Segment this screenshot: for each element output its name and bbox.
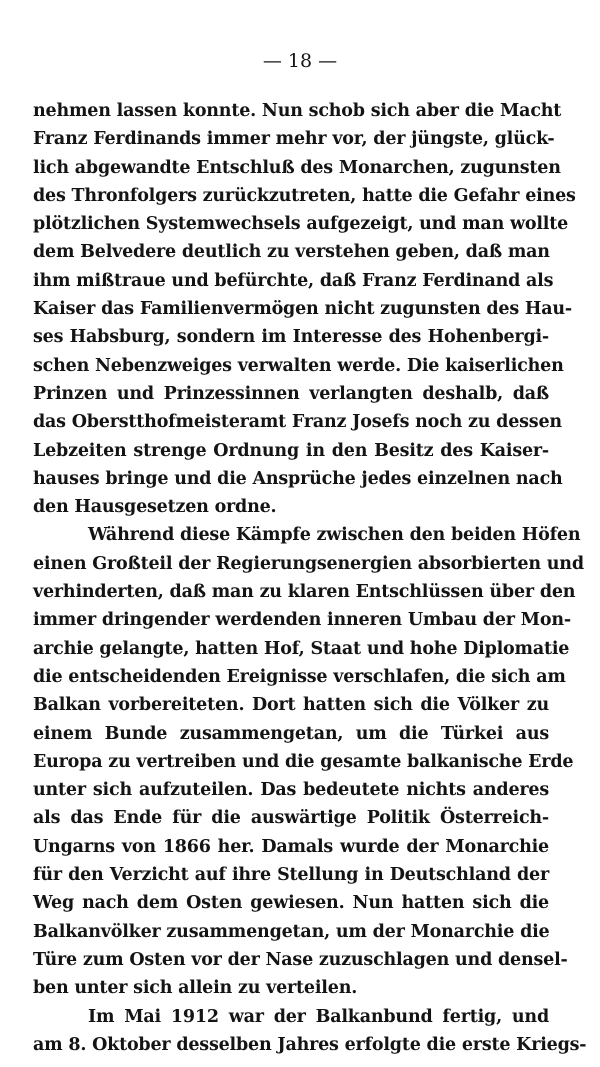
text-line: als das Ende für die auswärtige Politik Österreich-: [33, 808, 549, 829]
text-line: ihm mißtraue und befürchte, daß Franz Ferdinand als: [33, 270, 554, 291]
text-line: nehmen lassen konnte. Nun schob sich aber die Macht: [33, 101, 562, 121]
text-line: plötzlichen Systemwechsels aufgezeigt, und man wollte: [33, 214, 569, 235]
text-line: verhinderten, daß man zu klaren Entschlüssen über den: [33, 582, 576, 603]
text-line: Balkanvölker zusammengetan, um der Monarchie die: [33, 921, 550, 942]
text-line: für den Verzicht auf ihre Stellung in Deutschland der: [33, 865, 549, 886]
text-line: Weg nach dem Osten gewiesen. Nun hatten sich die: [33, 893, 549, 914]
text-line: des Thronfolgers zurückzutreten, hatte die Gefahr eines: [33, 185, 576, 206]
text-line: einen Großteil der Regierungsenergien absorbierten und: [33, 553, 584, 574]
text-line: das Oberstthofmeisteramt Franz Josefs noch zu dessen: [33, 412, 562, 433]
text-line: die entscheidenden Ereignisse verschlafen, die sich am: [33, 666, 566, 687]
text-line: archie gelangte, hatten Hof, Staat und hohe Diplomatie: [33, 638, 570, 659]
page-number: — 18 —: [262, 50, 338, 72]
text-line: ben unter sich allein zu verteilen.: [33, 978, 358, 999]
text-line: Prinzen und Prinzessinnen verlangten deshalb, daß: [33, 383, 549, 404]
body-text: [33, 97, 587, 1059]
text-line: Europa zu vertreiben und die gesamte balkanische Erde: [33, 751, 574, 772]
text-line: schen Nebenzweiges verwalten werde. Die kaiserlichen: [33, 355, 564, 376]
text-line: Türe zum Osten vor der Nase zuzuschlagen und densel-: [33, 949, 568, 970]
text-line: immer dringender werdenden inneren Umbau der Mon-: [33, 610, 571, 631]
text-line: den Hausgesetzen ordne.: [33, 497, 277, 518]
text-line: Balkan vorbereiteten. Dort hatten sich die Völker zu: [33, 695, 549, 716]
paragraph-start-line: Während diese Kämpfe zwischen den beiden Höfen: [88, 525, 581, 546]
text-line: am 8. Oktober desselben Jahres erfolgte die erste Kriegs-: [33, 1034, 587, 1055]
text-line: Lebzeiten strenge Ordnung in den Besitz des Kaiser-: [33, 440, 549, 461]
text-line: hauses bringe und die Ansprüche jedes einzelnen nach: [33, 468, 563, 489]
text-line: einem Bunde zusammengetan, um die Türkei aus: [33, 723, 549, 744]
text-line: Kaiser das Familienvermögen nicht zugunsten des Hau-: [33, 299, 572, 320]
text-line: lich abgewandte Entschluß des Monarchen, zugunsten: [33, 157, 561, 178]
paragraph-start-line: Im Mai 1912 war der Balkanbund fertig, und: [88, 1006, 549, 1027]
text-line: Ungarns von 1866 her. Damals wurde der Monarchie: [33, 836, 549, 857]
text-line: ses Habsburg, sondern im Interesse des Hohenbergi-: [33, 327, 549, 348]
text-line: unter sich aufzuteilen. Das bedeutete nichts anderes: [33, 780, 549, 801]
text-line: Franz Ferdinands immer mehr vor, der jüngste, glück-: [33, 129, 555, 150]
text-line: dem Belvedere deutlich zu verstehen geben, daß man: [33, 242, 550, 263]
